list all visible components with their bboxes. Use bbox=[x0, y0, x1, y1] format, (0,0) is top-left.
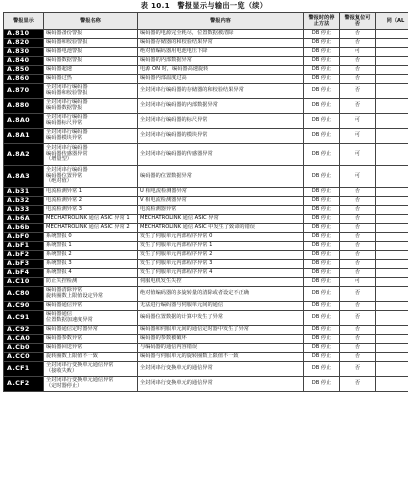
reset-possible: 可 bbox=[340, 129, 376, 144]
table-row bbox=[4, 66, 408, 75]
extra-cell bbox=[376, 326, 408, 335]
stop-method: DB 停止 bbox=[304, 302, 340, 311]
stop-method: DB 停止 bbox=[304, 48, 340, 57]
alarm-code: A.C92 bbox=[4, 326, 44, 335]
alarm-content: 全封闭串行编码器的传感器异常 bbox=[138, 144, 304, 166]
reset-possible: 可 bbox=[340, 166, 376, 188]
stop-method: DB 停止 bbox=[304, 75, 340, 84]
alarm-code: A.b6A bbox=[4, 215, 44, 224]
alarm-content: 发生了伺服单元内部程序异常 0 bbox=[138, 233, 304, 242]
alarm-content: 与编码器的通信内容错误 bbox=[138, 344, 304, 353]
table-row bbox=[4, 129, 408, 144]
alarm-name: 编码器通信定时器异常 bbox=[44, 326, 138, 335]
alarm-name: 全封闭串行编码器 编码器位置异常 （绝对值） bbox=[44, 166, 138, 188]
extra-cell bbox=[376, 302, 408, 311]
alarm-name: 系统警报 1 bbox=[44, 242, 138, 251]
stop-method: DB 停止 bbox=[304, 353, 340, 362]
stop-method: DB 停止 bbox=[304, 362, 340, 377]
reset-possible: 否 bbox=[340, 188, 376, 197]
table-row bbox=[4, 278, 408, 287]
alarm-code: A.bF4 bbox=[4, 269, 44, 278]
table-row bbox=[4, 353, 408, 362]
alarm-content: 电源 ON 时，编码器高速旋转 bbox=[138, 66, 304, 75]
extra-cell bbox=[376, 377, 408, 392]
stop-method: DB 停止 bbox=[304, 233, 340, 242]
stop-method: DB 停止 bbox=[304, 242, 340, 251]
alarm-name: 全封闭串行变换单元通信异常 （接收失败） bbox=[44, 362, 138, 377]
alarm-code: A.CF2 bbox=[4, 377, 44, 392]
alarm-content: 绝对值编码器的多旋转量的清除或者设定不正确 bbox=[138, 287, 304, 302]
stop-method: DB 停止 bbox=[304, 30, 340, 39]
stop-method: DB 停止 bbox=[304, 377, 340, 392]
reset-possible: 可 bbox=[340, 278, 376, 287]
extra-cell bbox=[376, 269, 408, 278]
alarm-code: A.C91 bbox=[4, 311, 44, 326]
extra-cell bbox=[376, 224, 408, 233]
extra-cell bbox=[376, 129, 408, 144]
alarm-code: A.b6b bbox=[4, 224, 44, 233]
stop-method: DB 停止 bbox=[304, 39, 340, 48]
extra-cell bbox=[376, 75, 408, 84]
reset-possible: 可 bbox=[340, 48, 376, 57]
stop-method: DB 停止 bbox=[304, 166, 340, 188]
alarm-content: 绝对值编码器用电池电压下降 bbox=[138, 48, 304, 57]
alarm-content: 发生了伺服单元内部程序异常 2 bbox=[138, 251, 304, 260]
stop-method: DB 停止 bbox=[304, 114, 340, 129]
stop-method: DB 停止 bbox=[304, 269, 340, 278]
alarm-name: 编码器通信异常 bbox=[44, 302, 138, 311]
alarm-name: 全封闭串行编码器 编码器模块异常 bbox=[44, 129, 138, 144]
alarm-code: A.870 bbox=[4, 84, 44, 99]
table-row bbox=[4, 377, 408, 392]
stop-method: DB 停止 bbox=[304, 335, 340, 344]
reset-possible: 否 bbox=[340, 224, 376, 233]
alarm-content: 电流检测器异常 bbox=[138, 206, 304, 215]
alarm-code: A.CC0 bbox=[4, 353, 44, 362]
alarm-content: 全封闭串行编码器的内部数据异常 bbox=[138, 99, 304, 114]
reset-possible: 否 bbox=[340, 242, 376, 251]
reset-possible: 否 bbox=[340, 362, 376, 377]
extra-cell bbox=[376, 188, 408, 197]
reset-possible: 否 bbox=[340, 251, 376, 260]
alarm-name: 编码器清除异常 旋转圈数上限值设定异常 bbox=[44, 287, 138, 302]
stop-method: DB 停止 bbox=[304, 129, 340, 144]
alarm-content: 编码器的内部数据异常 bbox=[138, 57, 304, 66]
extra-cell bbox=[376, 144, 408, 166]
alarm-name: 编码器超速 bbox=[44, 66, 138, 75]
alarm-name: 编码器参数异常 bbox=[44, 335, 138, 344]
table-row bbox=[4, 197, 408, 206]
extra-cell bbox=[376, 362, 408, 377]
reset-possible: 否 bbox=[340, 326, 376, 335]
stop-method: DB 停止 bbox=[304, 197, 340, 206]
reset-possible: 否 bbox=[340, 302, 376, 311]
reset-possible: 否 bbox=[340, 206, 376, 215]
alarm-name: 编码器过热 bbox=[44, 75, 138, 84]
extra-cell bbox=[376, 206, 408, 215]
alarm-code: A.bF1 bbox=[4, 242, 44, 251]
alarm-code: A.bF0 bbox=[4, 233, 44, 242]
table-row bbox=[4, 144, 408, 166]
stop-method: DB 停止 bbox=[304, 66, 340, 75]
alarm-name: 全封闭串行编码器 编码器和校验警报 bbox=[44, 84, 138, 99]
stop-method: DB 停止 bbox=[304, 144, 340, 166]
header-alarm-display: 警报显示 bbox=[4, 13, 44, 30]
table-row bbox=[4, 206, 408, 215]
alarm-name: 编码器通信 位置数据加速度异常 bbox=[44, 311, 138, 326]
alarm-code: A.8A3 bbox=[4, 166, 44, 188]
alarm-content: 全封闭串行变换单元的通信异常 bbox=[138, 377, 304, 392]
table-row bbox=[4, 114, 408, 129]
alarm-name: MECHATROLINK 通信 ASIC 异常 1 bbox=[44, 215, 138, 224]
extra-cell bbox=[376, 335, 408, 344]
header-alarm-name: 警报名称 bbox=[44, 13, 138, 30]
header-stop-method: 警报时的停止方法 bbox=[304, 13, 340, 30]
alarm-name: 全封闭串行编码器 编码器标尺异常 bbox=[44, 114, 138, 129]
header-alarm-content: 警报内容 bbox=[138, 13, 304, 30]
table-row bbox=[4, 188, 408, 197]
extra-cell bbox=[376, 260, 408, 269]
alarm-content: 无法进行编码器与伺服单元间的通信 bbox=[138, 302, 304, 311]
stop-method: DB 停止 bbox=[304, 278, 340, 287]
extra-cell bbox=[376, 57, 408, 66]
alarm-content: 全封闭串行编码器的存储器的和校验结果异常 bbox=[138, 84, 304, 99]
alarm-name: 全封闭串行编码器 编码器传感器异常 （增量型） bbox=[44, 144, 138, 166]
table-row bbox=[4, 39, 408, 48]
table-row bbox=[4, 362, 408, 377]
extra-cell bbox=[376, 48, 408, 57]
table-row bbox=[4, 287, 408, 302]
alarm-name: 系统警报 3 bbox=[44, 260, 138, 269]
reset-possible: 可 bbox=[340, 114, 376, 129]
alarm-content: 全封闭串行编码器的标尺异常 bbox=[138, 114, 304, 129]
alarm-name: 防止失控检测 bbox=[44, 278, 138, 287]
stop-method: DB 停止 bbox=[304, 326, 340, 335]
alarm-name: 电流检测异常 1 bbox=[44, 188, 138, 197]
alarm-content: MECHATROLINK 通信 ASIC 异常 bbox=[138, 215, 304, 224]
reset-possible: 否 bbox=[340, 84, 376, 99]
alarm-content: MECHATROLINK 通信 ASIC 中发生了致命的错误 bbox=[138, 224, 304, 233]
alarm-content: 全封闭串行变换单元的通信异常 bbox=[138, 362, 304, 377]
alarm-code: A.860 bbox=[4, 75, 44, 84]
alarm-name: 全封闭串行变换单元通信异常 （定时器停止） bbox=[44, 377, 138, 392]
alarm-code: A.8A2 bbox=[4, 144, 44, 166]
table-row bbox=[4, 233, 408, 242]
stop-method: DB 停止 bbox=[304, 224, 340, 233]
alarm-code: A.b33 bbox=[4, 206, 44, 215]
alarm-name: 编码器回送异常 bbox=[44, 344, 138, 353]
extra-cell bbox=[376, 99, 408, 114]
extra-cell bbox=[376, 197, 408, 206]
reset-possible: 否 bbox=[340, 75, 376, 84]
alarm-code: A.bF2 bbox=[4, 251, 44, 260]
header-extra: 同（AL bbox=[376, 13, 408, 30]
alarm-name: 全封闭串行编码器 编码器数据警报 bbox=[44, 99, 138, 114]
extra-cell bbox=[376, 233, 408, 242]
alarm-name: 编码器备份警报 bbox=[44, 30, 138, 39]
stop-method: DB 停止 bbox=[304, 57, 340, 66]
alarm-name: 电流检测异常 3 bbox=[44, 206, 138, 215]
table-row bbox=[4, 335, 408, 344]
reset-possible: 否 bbox=[340, 197, 376, 206]
reset-possible: 否 bbox=[340, 335, 376, 344]
alarm-code: A.840 bbox=[4, 57, 44, 66]
reset-possible: 否 bbox=[340, 260, 376, 269]
stop-method: DB 停止 bbox=[304, 206, 340, 215]
stop-method: DB 停止 bbox=[304, 311, 340, 326]
extra-cell bbox=[376, 311, 408, 326]
extra-cell bbox=[376, 84, 408, 99]
reset-possible: 可 bbox=[340, 144, 376, 166]
stop-method: DB 停止 bbox=[304, 344, 340, 353]
alarm-content: 编码器的位置数据异常 bbox=[138, 166, 304, 188]
table-row bbox=[4, 251, 408, 260]
reset-possible: 否 bbox=[340, 57, 376, 66]
alarm-name: 系统警报 0 bbox=[44, 233, 138, 242]
alarm-code: A.C80 bbox=[4, 287, 44, 302]
alarm-content: 编码器的参数被破坏 bbox=[138, 335, 304, 344]
alarm-code: A.850 bbox=[4, 66, 44, 75]
table-row bbox=[4, 99, 408, 114]
alarm-name: 编码器电池警报 bbox=[44, 48, 138, 57]
table-row bbox=[4, 311, 408, 326]
extra-cell bbox=[376, 287, 408, 302]
table-row bbox=[4, 326, 408, 335]
extra-cell bbox=[376, 114, 408, 129]
alarm-code: A.CA0 bbox=[4, 335, 44, 344]
alarm-name: 系统警报 2 bbox=[44, 251, 138, 260]
alarm-code: A.880 bbox=[4, 99, 44, 114]
stop-method: DB 停止 bbox=[304, 260, 340, 269]
stop-method: DB 停止 bbox=[304, 99, 340, 114]
table-row bbox=[4, 344, 408, 353]
alarm-content: 伺服电机发生失控 bbox=[138, 278, 304, 287]
alarm-content: 编码器与伺服单元的旋转圈数上限值不一致 bbox=[138, 353, 304, 362]
table-row bbox=[4, 75, 408, 84]
alarm-name: 编码器数据警报 bbox=[44, 57, 138, 66]
alarm-code: A.Cb0 bbox=[4, 344, 44, 353]
table-header-row bbox=[4, 13, 408, 30]
reset-possible: 否 bbox=[340, 233, 376, 242]
alarm-content: 编码器内部温度过高 bbox=[138, 75, 304, 84]
extra-cell bbox=[376, 353, 408, 362]
table-row bbox=[4, 302, 408, 311]
table-title: 表 10.1 警报显示与输出一览（续） bbox=[140, 1, 268, 10]
alarm-content: 编码器和伺服单元间的通信定时器中发生了异常 bbox=[138, 326, 304, 335]
reset-possible: 否 bbox=[340, 377, 376, 392]
alarm-code: A.bF3 bbox=[4, 260, 44, 269]
stop-method: DB 停止 bbox=[304, 215, 340, 224]
alarm-code: A.C90 bbox=[4, 302, 44, 311]
alarm-content: 发生了伺服单元内部程序异常 3 bbox=[138, 260, 304, 269]
alarm-content: V 相电流检测器异常 bbox=[138, 197, 304, 206]
alarm-content: 发生了伺服单元内部程序异常 1 bbox=[138, 242, 304, 251]
table-row bbox=[4, 57, 408, 66]
alarm-name: MECHATROLINK 通信 ASIC 异常 2 bbox=[44, 224, 138, 233]
alarm-code: A.b31 bbox=[4, 188, 44, 197]
extra-cell bbox=[376, 278, 408, 287]
table-row bbox=[4, 215, 408, 224]
alarm-content: 全封闭串行编码器的模块异常 bbox=[138, 129, 304, 144]
stop-method: DB 停止 bbox=[304, 188, 340, 197]
alarm-code: A.8A0 bbox=[4, 114, 44, 129]
reset-possible: 否 bbox=[340, 353, 376, 362]
table-row bbox=[4, 30, 408, 39]
table-body bbox=[4, 30, 408, 392]
alarm-content: 编码器存储器的和校验结果异常 bbox=[138, 39, 304, 48]
alarm-name: 编码器和校验警报 bbox=[44, 39, 138, 48]
alarm-name: 旋转圈数上限值不一致 bbox=[44, 353, 138, 362]
table-row bbox=[4, 48, 408, 57]
extra-cell bbox=[376, 215, 408, 224]
reset-possible: 否 bbox=[340, 344, 376, 353]
reset-possible: 否 bbox=[340, 39, 376, 48]
alarm-code: A.b32 bbox=[4, 197, 44, 206]
table-row bbox=[4, 260, 408, 269]
header-reset-possible: 警报复位可否 bbox=[340, 13, 376, 30]
reset-possible: 否 bbox=[340, 30, 376, 39]
table-row bbox=[4, 166, 408, 188]
reset-possible: 否 bbox=[340, 269, 376, 278]
alarm-content: 编码器的电源完全耗尽，位置数据被清除 bbox=[138, 30, 304, 39]
alarm-code: A.8A1 bbox=[4, 129, 44, 144]
table-row bbox=[4, 269, 408, 278]
alarm-code: A.820 bbox=[4, 39, 44, 48]
extra-cell bbox=[376, 242, 408, 251]
alarm-content: 发生了伺服单元内部程序异常 4 bbox=[138, 269, 304, 278]
extra-cell bbox=[376, 66, 408, 75]
extra-cell bbox=[376, 251, 408, 260]
alarm-code: A.830 bbox=[4, 48, 44, 57]
reset-possible: 否 bbox=[340, 215, 376, 224]
table-row bbox=[4, 224, 408, 233]
stop-method: DB 停止 bbox=[304, 287, 340, 302]
reset-possible: 否 bbox=[340, 99, 376, 114]
reset-possible: 否 bbox=[340, 311, 376, 326]
stop-method: DB 停止 bbox=[304, 84, 340, 99]
reset-possible: 否 bbox=[340, 287, 376, 302]
alarm-content: U 相电流检测器异常 bbox=[138, 188, 304, 197]
alarm-code: A.810 bbox=[4, 30, 44, 39]
extra-cell bbox=[376, 166, 408, 188]
alarm-name: 系统警报 4 bbox=[44, 269, 138, 278]
table-row bbox=[4, 84, 408, 99]
stop-method: DB 停止 bbox=[304, 251, 340, 260]
table-row bbox=[4, 242, 408, 251]
alarm-code: A.CF1 bbox=[4, 362, 44, 377]
extra-cell bbox=[376, 344, 408, 353]
alarm-content: 编码器位置数据的计算中发生了异常 bbox=[138, 311, 304, 326]
extra-cell bbox=[376, 39, 408, 48]
alarm-table bbox=[3, 12, 408, 392]
reset-possible: 否 bbox=[340, 66, 376, 75]
extra-cell bbox=[376, 30, 408, 39]
alarm-name: 电流检测异常 2 bbox=[44, 197, 138, 206]
alarm-code: A.C10 bbox=[4, 278, 44, 287]
